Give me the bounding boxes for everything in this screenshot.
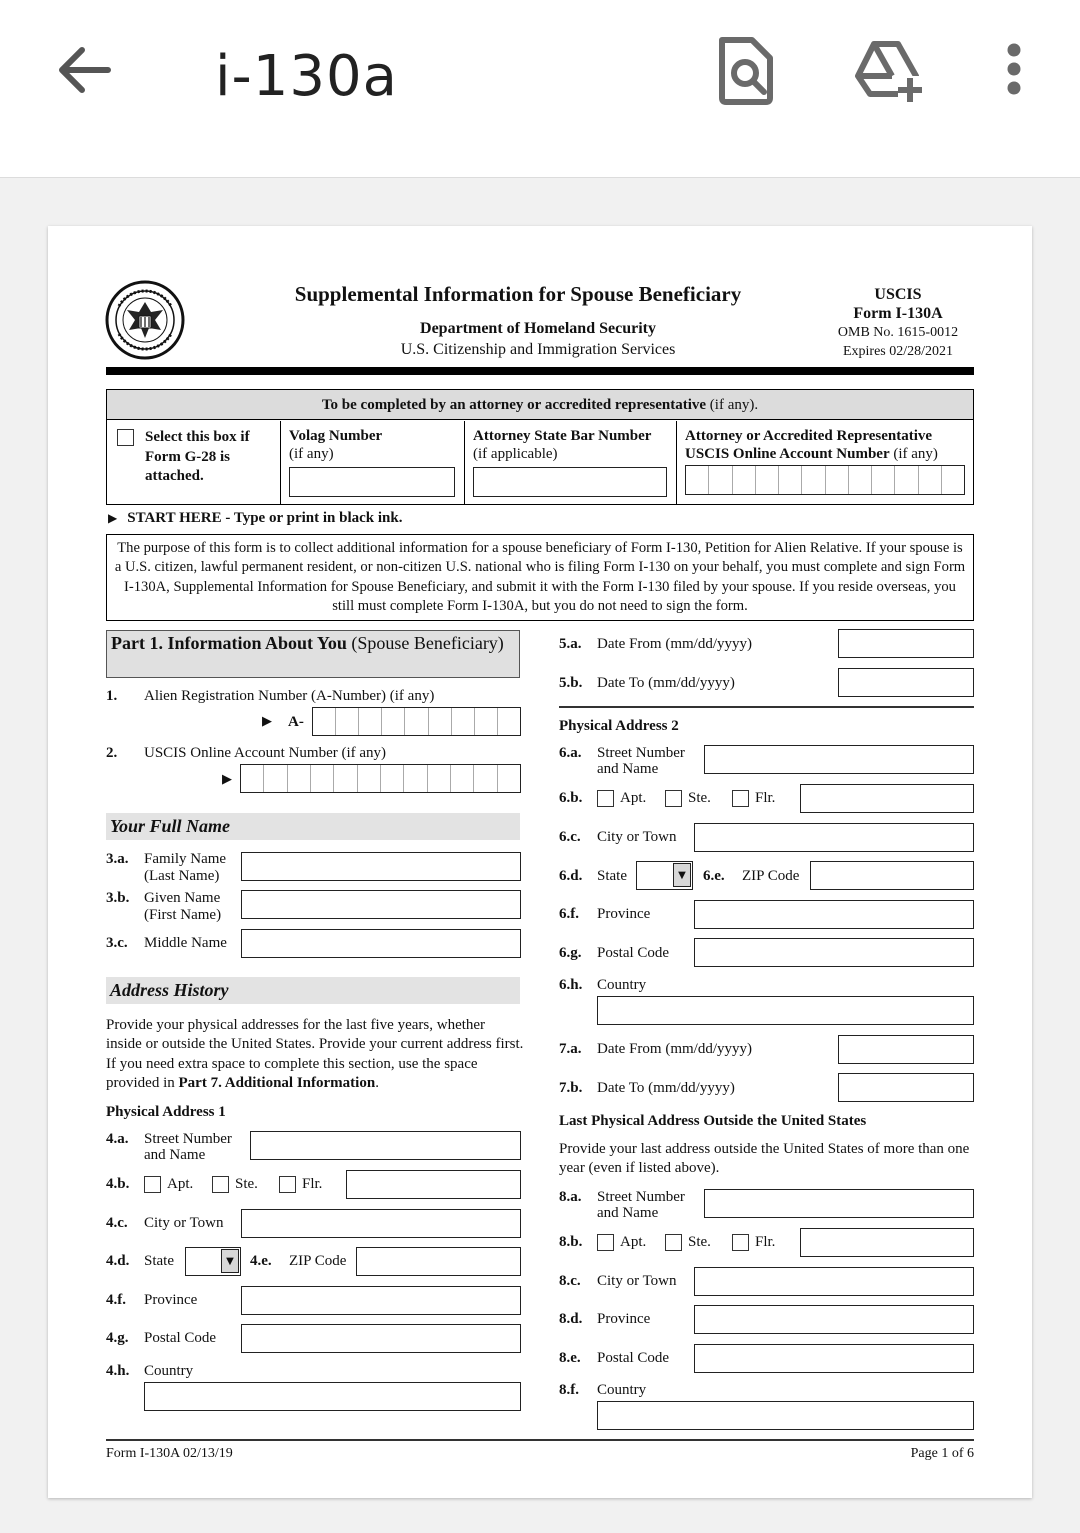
q6a-number: 6.a. <box>559 745 582 761</box>
date-from-input-5a[interactable] <box>838 629 974 658</box>
date-to-label: Date To (mm/dd/yyyy) <box>597 1080 735 1096</box>
state-select-6d[interactable] <box>636 861 693 890</box>
part7-reference: Part 7. Additional Information <box>178 1074 376 1091</box>
q3a-number: 3.a. <box>106 851 129 867</box>
city-label: City or Town <box>597 829 677 845</box>
q8a-number: 8.a. <box>559 1189 582 1205</box>
start-here <box>108 510 402 527</box>
given-name-label: Given Name <box>144 890 221 906</box>
expiration-date: Expires 02/28/2021 <box>842 344 954 359</box>
flr-checkbox[interactable] <box>279 1176 296 1193</box>
part1-title-suffix: (Spouse Beneficiary) <box>346 633 504 653</box>
bar-number-label: Attorney State Bar Number <box>473 428 652 444</box>
last-address-instructions: Provide your last address outside the United States of more than one year (even if listed above). <box>559 1141 970 1177</box>
a-number-input[interactable] <box>312 707 521 736</box>
date-to-label: Date To (mm/dd/yyyy) <box>597 675 735 691</box>
q6h-number: 6.h. <box>559 977 583 993</box>
volag-sublabel: (if any) <box>289 446 334 462</box>
given-name-sublabel: (First Name) <box>144 907 222 923</box>
city-input-4c[interactable] <box>241 1209 521 1238</box>
volag-number-input[interactable] <box>289 467 455 497</box>
attorney-heading-text: To be completed by an attorney or accredited representative <box>321 397 707 413</box>
street-label: Street Number <box>597 745 685 761</box>
apt-checkbox[interactable] <box>144 1176 161 1193</box>
ste-label: Ste. <box>235 1176 258 1192</box>
apt-label: Apt. <box>620 790 647 806</box>
address-instructions: Provide your physical addresses for the last five years, whether inside or outside the United States. Provide your current address first. If you need extra space to complete this section, use the space provided in <box>106 1017 524 1091</box>
unit-number-input-4b[interactable] <box>346 1170 521 1199</box>
given-name-input[interactable] <box>241 890 521 919</box>
flr-checkbox[interactable] <box>732 790 749 807</box>
ste-label: Ste. <box>688 790 711 806</box>
attorney-account-sublabel: (if any) <box>889 446 938 462</box>
city-input-8c[interactable] <box>694 1267 974 1296</box>
q8f-number: 8.f. <box>559 1382 579 1398</box>
q1-label: Alien Registration Number (A-Number) (if any) <box>144 688 435 704</box>
omb-number: OMB No. 1615-0012 <box>837 325 959 340</box>
street-label: Street Number <box>144 1131 232 1147</box>
apt-checkbox[interactable] <box>597 1234 614 1251</box>
zip-input-6e[interactable] <box>810 861 974 890</box>
q2-label: USCIS Online Account Number (if any) <box>144 745 387 761</box>
flr-label: Flr. <box>755 790 776 806</box>
q8c-number: 8.c. <box>559 1273 581 1289</box>
start-here-text: START HERE - Type or print in black ink. <box>127 510 403 526</box>
unit-number-input-8b[interactable] <box>800 1228 974 1257</box>
document-title: i-130a <box>215 44 398 109</box>
attorney-account-input[interactable] <box>685 465 965 495</box>
arrow-icon: ▶ <box>222 771 232 786</box>
q8e-number: 8.e. <box>559 1350 581 1366</box>
zip-label: ZIP Code <box>742 868 800 884</box>
attorney-box <box>106 389 974 505</box>
country-input-6h[interactable] <box>597 996 974 1025</box>
q6f-number: 6.f. <box>559 906 579 922</box>
agency-name: U.S. Citizenship and Immigration Services <box>400 341 676 358</box>
more-vert-icon[interactable] <box>990 36 1038 106</box>
city-label: City or Town <box>597 1273 677 1289</box>
attorney-box-heading <box>107 390 973 420</box>
q6d-number: 6.d. <box>559 868 583 884</box>
date-from-label: Date From (mm/dd/yyyy) <box>597 1041 752 1057</box>
q6g-number: 6.g. <box>559 945 582 961</box>
start-arrow-icon: ▶ <box>108 511 118 525</box>
part1-title: Part 1. Information About You <box>111 633 347 653</box>
section-divider <box>559 706 974 708</box>
form-number: Form I-130A <box>853 305 943 322</box>
form-id-block <box>818 285 978 361</box>
a-number-prefix: A- <box>288 714 304 730</box>
q4h-number: 4.h. <box>106 1363 130 1379</box>
back-arrow-icon[interactable] <box>52 40 116 100</box>
part1-heading <box>106 630 520 678</box>
g28-column <box>107 421 281 505</box>
g28-checkbox[interactable] <box>117 429 134 446</box>
province-input-4f[interactable] <box>241 1286 521 1315</box>
physical-address-2-heading: Physical Address 2 <box>559 718 679 734</box>
country-label: Country <box>144 1363 194 1379</box>
province-label: Province <box>144 1292 198 1308</box>
family-name-sublabel: (Last Name) <box>144 868 220 884</box>
q6e-number: 6.e. <box>703 868 725 884</box>
q4g-number: 4.g. <box>106 1330 129 1346</box>
purpose-text: The purpose of this form is to collect additional information for a spouse beneficiary of Form I-130, Petition for Alien Relative. If your spouse is a U.S. citizen, lawful permanent resident, or non-citizen U.S. national who is filing Form I-130 on your behalf, you must complete and sign Form I-130A, Supplemental Information for Spouse Beneficiary, and submit it with the Form I-130 filed by your spouse. If you reside overseas, you still must complete Form I-130A, but you do not need to sign the form. <box>106 534 974 621</box>
q5b-number: 5.b. <box>559 675 583 691</box>
date-from-input-7a[interactable] <box>838 1035 974 1064</box>
street-label: Street Number <box>597 1189 685 1205</box>
flr-label: Flr. <box>302 1176 323 1192</box>
form-title: Supplemental Information for Spouse Beneficiary <box>294 282 742 306</box>
flr-checkbox[interactable] <box>732 1234 749 1251</box>
postal-code-label: Postal Code <box>597 945 670 961</box>
street-sublabel: and Name <box>144 1147 206 1163</box>
q5a-number: 5.a. <box>559 636 582 652</box>
address-instructions-end: . <box>375 1074 379 1091</box>
q4d-number: 4.d. <box>106 1253 130 1269</box>
attorney-account-label-1: Attorney or Accredited Representative <box>685 428 933 444</box>
province-input-8d[interactable] <box>694 1305 974 1334</box>
state-select-4d[interactable] <box>185 1247 241 1276</box>
address-history-heading: Address History <box>106 977 520 1004</box>
uscis-account-input[interactable] <box>240 764 521 793</box>
ste-label: Ste. <box>688 1234 711 1250</box>
apt-checkbox[interactable] <box>597 790 614 807</box>
footer-divider <box>106 1439 974 1441</box>
postal-code-input-4g[interactable] <box>241 1324 521 1353</box>
department-name: Department of Homeland Security <box>420 320 656 337</box>
add-to-drive-icon[interactable] <box>852 36 922 106</box>
state-label: State <box>144 1253 174 1269</box>
date-to-input-5b[interactable] <box>838 668 974 697</box>
q4a-number: 4.a. <box>106 1131 129 1147</box>
chevron-down-icon[interactable]: ▼ <box>221 1249 239 1273</box>
app-bar <box>0 0 1080 178</box>
province-label: Province <box>597 1311 651 1327</box>
middle-name-input[interactable] <box>241 929 521 958</box>
bar-number-sublabel: (if applicable) <box>473 446 558 462</box>
street-input-4a[interactable] <box>250 1131 521 1160</box>
volag-column <box>281 421 465 505</box>
bar-number-column <box>465 421 677 505</box>
country-input-4h[interactable] <box>144 1382 521 1411</box>
q4e-number: 4.e. <box>250 1253 272 1269</box>
ste-checkbox[interactable] <box>212 1176 229 1193</box>
q4c-number: 4.c. <box>106 1215 128 1231</box>
flr-label: Flr. <box>755 1234 776 1250</box>
volag-label: Volag Number <box>289 428 383 444</box>
city-label: City or Town <box>144 1215 224 1231</box>
q4b-number: 4.b. <box>106 1176 130 1192</box>
country-input-8f[interactable] <box>597 1401 974 1430</box>
attorney-account-label-2: USCIS Online Account Number <box>685 446 890 462</box>
chevron-down-icon[interactable]: ▼ <box>673 863 691 887</box>
country-label: Country <box>597 977 647 993</box>
address-history-text <box>106 1016 524 1093</box>
q6b-number: 6.b. <box>559 790 583 806</box>
province-input-6f[interactable] <box>694 900 974 929</box>
footer-page-number: Page 1 of 6 <box>910 1446 974 1461</box>
zip-label: ZIP Code <box>289 1253 347 1269</box>
q3c-number: 3.c. <box>106 935 128 951</box>
q7a-number: 7.a. <box>559 1041 582 1057</box>
middle-name-label: Middle Name <box>144 935 227 951</box>
arrow-icon: ▶ <box>262 713 272 728</box>
header-divider <box>106 367 974 375</box>
province-label: Province <box>597 906 651 922</box>
pdf-page <box>48 226 1032 1498</box>
q3b-number: 3.b. <box>106 890 130 906</box>
attorney-heading-suffix: (if any). <box>706 397 759 413</box>
attorney-account-column <box>677 421 973 505</box>
dhs-seal-icon <box>105 280 185 360</box>
q7b-number: 7.b. <box>559 1080 583 1096</box>
postal-code-input-6g[interactable] <box>694 938 974 967</box>
q8d-number: 8.d. <box>559 1311 583 1327</box>
city-input-6c[interactable] <box>694 823 974 852</box>
q4f-number: 4.f. <box>106 1292 126 1308</box>
postal-code-input-8e[interactable] <box>694 1344 974 1373</box>
q2-number: 2. <box>106 745 118 761</box>
ste-checkbox[interactable] <box>665 1234 682 1251</box>
street-sublabel: and Name <box>597 1205 659 1221</box>
ste-checkbox[interactable] <box>665 790 682 807</box>
find-in-document-icon[interactable] <box>712 36 782 106</box>
apt-label: Apt. <box>167 1176 194 1192</box>
apt-label: Apt. <box>620 1234 647 1250</box>
physical-address-1-heading: Physical Address 1 <box>106 1104 226 1120</box>
unit-number-input-6b[interactable] <box>800 784 974 813</box>
street-input-6a[interactable] <box>704 745 974 774</box>
postal-code-label: Postal Code <box>597 1350 670 1366</box>
g28-label: Select this box if Form G-28 is attached. <box>145 429 250 484</box>
q6c-number: 6.c. <box>559 829 581 845</box>
q8b-number: 8.b. <box>559 1234 583 1250</box>
state-label: State <box>597 868 627 884</box>
country-label: Country <box>597 1382 647 1398</box>
full-name-heading: Your Full Name <box>106 813 520 840</box>
zip-input-4e[interactable] <box>356 1247 521 1276</box>
last-address-outside-us-heading: Last Physical Address Outside the United States <box>559 1113 867 1129</box>
street-input-8a[interactable] <box>704 1189 974 1218</box>
bar-number-input[interactable] <box>473 467 667 497</box>
date-to-input-7b[interactable] <box>838 1073 974 1102</box>
postal-code-label: Postal Code <box>144 1330 217 1346</box>
q1-number: 1. <box>106 688 118 704</box>
family-name-label: Family Name <box>144 851 227 867</box>
footer-form-edition: Form I-130A 02/13/19 <box>106 1446 233 1461</box>
street-sublabel: and Name <box>597 761 659 777</box>
date-from-label: Date From (mm/dd/yyyy) <box>597 636 752 652</box>
family-name-input[interactable] <box>241 852 521 881</box>
uscis-label: USCIS <box>874 286 922 303</box>
